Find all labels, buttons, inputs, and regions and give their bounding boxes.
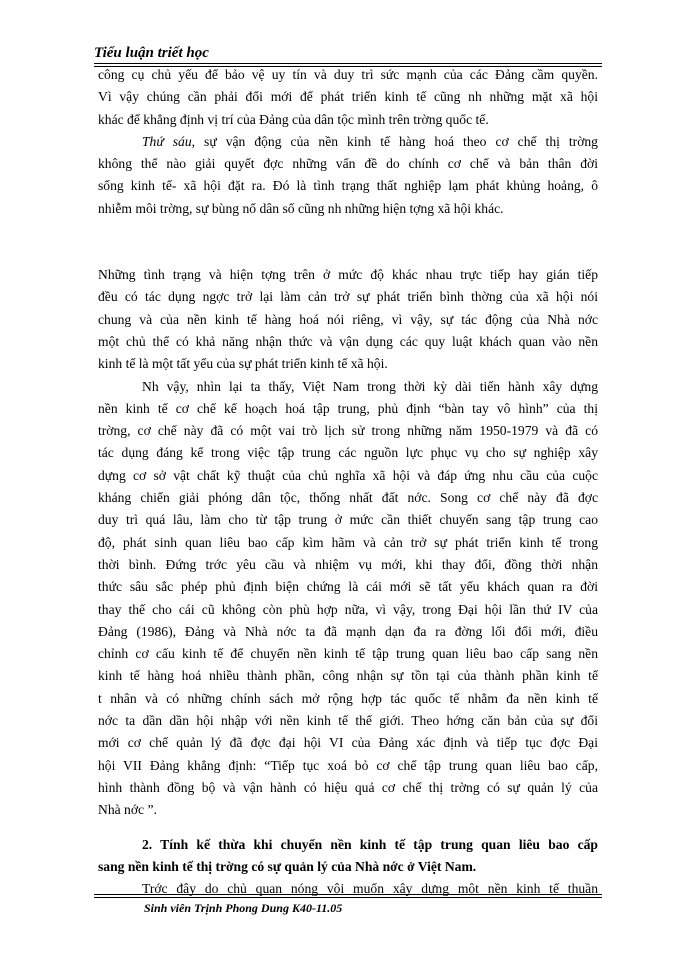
text-line: khác để khẳng định vị trí của Đảng của dân tộc mình trên trờng quốc tế.	[98, 111, 489, 127]
lead-italic: Thứ sáu	[142, 133, 192, 149]
paragraph-1	[98, 64, 598, 131]
text-line: chỉnh cơ cấu kinh tế để chuyển nền kinh tế tập trung quan liêu bao cấp sang nền	[98, 646, 598, 662]
text-line: nền kinh tế cơ chế kế hoạch hoá tập trung, phủ định “bàn tay vô hình” của thị	[98, 400, 598, 416]
footer-text: Sinh viên Trịnh Phong Dung K40-11.05	[144, 901, 343, 915]
text-line: sống kinh tế- xã hội đặt ra. Đó là tình trạng thất nghiệp lạm phát khủng hoảng, ô	[98, 178, 598, 194]
text-line: một chủ thể có khả năng nhận thức và vận dụng các quy luật khách quan vào nền	[98, 333, 598, 349]
heading-line: 2. Tính kế thừa khi chuyển nền kinh tế tập trung quan liêu bao cấp	[142, 836, 598, 852]
text-line: Nh vậy, nhìn lại ta thấy, Việt Nam trong thời kỳ dài tiến hành xây dựng	[142, 378, 598, 394]
text-line: duy trì quá lâu, làm cho từ tập trung ở mức cần thiết chuyển sang tập trung cao	[98, 512, 598, 528]
blank-space	[98, 220, 598, 264]
heading-line: sang nền kinh tế thị trờng có sự quản lý của Nhà nớc ở Việt Nam.	[98, 858, 477, 874]
page-footer	[94, 893, 602, 916]
paragraph-2	[98, 131, 598, 220]
text-line: tác dụng đáng kể trong việc tập trung các nguồn lực phục vụ cho sự nghiệp xây	[98, 445, 598, 461]
text-line: dựng cơ sở vật chất kỹ thuật của chủ nghĩa xã hội và đáp ứng nhu cầu của cuộc	[98, 467, 598, 483]
text-line: nớc ta dần dần hội nhập với nền kinh tế thế giới. Theo hớng căn bản của sự đổi	[98, 713, 598, 729]
text-line: Đảng (1986), Đảng và Nhà nớc ta đã mạnh dạn đa ra đờng lối đổi mới, điều	[98, 623, 598, 639]
text-line: kháng chiến giải phóng dân tộc, thống nhất đất nớc. Song cơ chế này đã đợc	[98, 490, 598, 506]
blank-space	[98, 822, 598, 834]
text-line: kinh tế hàng hoá nhiều thành phần, công nhận sự tồn tại của thành phần kinh tế	[98, 668, 598, 684]
text-line: đều có tác dụng ngợc trở lại làm cản trở sự phát triển bình thờng của xã hội nói	[98, 289, 598, 305]
header-title: Tiểu luận triết học	[94, 45, 209, 61]
text-line: Vì vậy chúng cần phải đổi mới để phát triển kinh tế cũng nh những mặt xã hội	[98, 89, 598, 105]
text-line: t nhân và có những chính sách mở rộng hợp tác quốc tế nhằm đa nền kinh tế	[98, 690, 598, 706]
footer-rule	[94, 894, 602, 898]
text-line: hội VII Đảng khẳng định: “Tiếp tục xoá bỏ cơ chế tập trung quan liêu bao cấp,	[98, 757, 598, 773]
text-line: Nhà nớc ”.	[98, 802, 157, 818]
text-line: hình thành đồng bộ và vận hành có hiệu quả cơ chế thị trờng có sự quản lý của	[98, 779, 598, 795]
text-line: Những tình trạng và hiện tợng trên ở mức độ khác nhau trực tiếp hay gián tiếp	[98, 267, 598, 283]
lead-rest: , sự vận động của nền kinh tế hàng hoá theo cơ chế thị trờng	[191, 133, 598, 149]
text-line: mới cơ chế quản lý đã đợc đại hội VI của Đảng xác định và tiếp tục đợc Đại	[98, 735, 598, 751]
text-line: không thể nào giải quyết đợc những vấn đề do chính cơ chế và bản thân đời	[98, 156, 598, 172]
text-line: thay thế cho cái cũ không còn phù hợp nữa, vì vậy, trong Đại hội lần thứ IV của	[98, 601, 598, 617]
text-line: thời bình. Đứng trớc yêu cầu và nhiệm vụ mới, khi thay đổi, đồng thời nhận	[98, 556, 598, 572]
text-line: Trớc đây do chủ quan nóng vội muốn xây dựng một nền kinh tế thuần	[142, 881, 598, 897]
document-body	[98, 64, 598, 900]
text-line: công cụ chủ yếu để bảo vệ uy tín và duy trì sức mạnh của các Đảng cầm quyền.	[98, 67, 598, 82]
section-heading	[98, 834, 598, 879]
text-line: chung và của nền kinh tế hàng hoá nói riêng, vì vậy, sự tác động của Nhà nớc	[98, 311, 598, 327]
text-line: độ, phát sinh quan liêu bao cấp kìm hãm và cản trở sự phát triển kinh tế trong	[98, 534, 598, 550]
paragraph-4	[98, 376, 598, 822]
paragraph-3	[98, 264, 598, 375]
text-line: nhiễm môi trờng, sự bùng nổ dân số cũng nh những hiện tợng xã hội khác.	[98, 200, 504, 216]
text-line	[98, 131, 598, 153]
text-line: kinh tế là một tất yếu của sự phát triển kinh tế xã hội.	[98, 356, 388, 372]
text-line: trờng, cơ chế này đã có một vai trò lịch sử trong những năm 1950-1979 và đã có	[98, 423, 598, 439]
text-line: thức sâu sắc phép phủ định biện chứng là cái mới sẽ tất yếu khách quan ra đời	[98, 579, 598, 595]
